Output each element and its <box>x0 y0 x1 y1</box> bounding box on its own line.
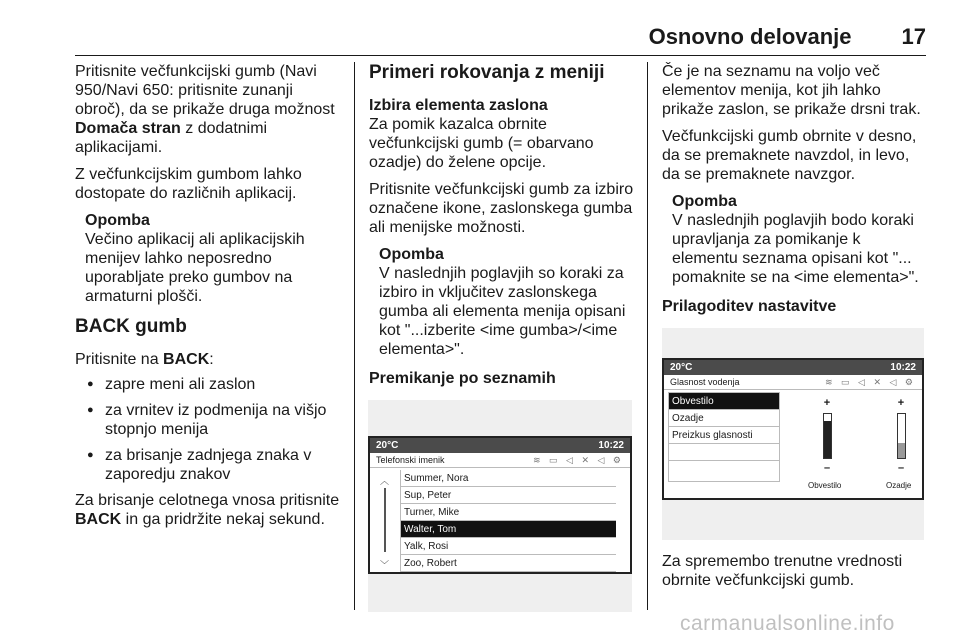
status-icons: ≋ ▭ ◁ ✕ ◁ ⚙ <box>825 376 916 387</box>
page-header <box>649 24 926 50</box>
page-number: 17 <box>901 24 926 49</box>
subheading-lists: Premikanje po seznamih <box>369 370 556 387</box>
note-title: Opomba <box>85 212 150 229</box>
list-item[interactable]: Preizkus glasnosti <box>669 427 779 444</box>
list-item[interactable]: Summer, Nora <box>401 470 616 487</box>
note-title: Opomba <box>379 246 444 263</box>
paragraph-press: Pritisnite večfunkcijski gumb za izbiro označene ikone, zaslonskega gumba ali menijske možnosti. <box>369 181 634 236</box>
column-3 <box>662 62 930 598</box>
paragraph-apps: Z večfunkcijskim gumbom lahko dostopate do različnih aplikacij. <box>75 166 302 202</box>
list-item: ● za vrnitev iz podmenija na višjo stopnjo menija <box>75 401 345 439</box>
back-bullet-list <box>75 375 345 484</box>
slider-label-background: Ozadje <box>886 481 912 490</box>
note-box-2 <box>379 245 637 359</box>
paragraph-back-intro: Pritisnite na BACK: <box>75 351 214 368</box>
display-frame <box>368 436 632 574</box>
clock-readout: 10:22 <box>890 362 916 373</box>
subheading-adjust: Prilagoditev nastavitve <box>662 298 837 315</box>
column-divider-2 <box>647 62 648 610</box>
paragraph-back-hold: Za brisanje celotnega vnosa pritisnite BACK in ga pridržite nekaj sekund. <box>75 492 340 528</box>
display-frame <box>662 358 924 500</box>
watermark-text: carmanualsonline.info <box>680 612 895 635</box>
volume-screenshot <box>662 328 924 540</box>
column-divider-1 <box>354 62 355 610</box>
column-2 <box>369 62 637 612</box>
section-heading-menus: Primeri rokovanja z meniji <box>369 62 605 83</box>
slider-track <box>897 413 906 459</box>
display-title-bar <box>370 453 630 468</box>
slider-background[interactable] <box>886 394 916 474</box>
slider-label-notification: Obvestilo <box>808 481 842 490</box>
list-item <box>669 444 779 461</box>
section-heading-back: BACK gumb <box>75 316 187 337</box>
contact-list <box>400 470 616 572</box>
subheading-select: Izbira elementa zaslona <box>369 97 548 114</box>
page-title: Osnovno delovanje <box>648 24 852 49</box>
display-title: Telefonski imenik <box>376 454 445 465</box>
status-icons: ≋ ▭ ◁ ✕ ◁ ⚙ <box>533 454 624 465</box>
list-item[interactable]: Turner, Mike <box>401 504 616 521</box>
scroll-track <box>384 488 386 552</box>
display-body <box>664 390 922 493</box>
list-item[interactable]: Yalk, Rosi <box>401 538 616 555</box>
paragraph-change-value: Za spremembo trenutne vrednosti obrnite večfunkcijski gumb. <box>662 553 903 589</box>
clock-readout: 10:22 <box>598 440 624 451</box>
slider-fill <box>824 421 831 458</box>
header-rule <box>75 55 926 56</box>
minus-icon: – <box>897 462 905 474</box>
list-item: ● zapre meni ali zaslon <box>75 375 345 394</box>
list-item <box>669 461 779 477</box>
display-body <box>370 468 630 572</box>
list-item[interactable]: Ozadje <box>669 410 779 427</box>
list-item: ● za brisanje zadnjega znaka v zaporedju znakov <box>75 446 345 484</box>
minus-icon: – <box>823 462 831 474</box>
scroll-down-icon: ﹀ <box>380 560 390 570</box>
temperature-readout: 20°C <box>670 362 693 373</box>
note-text: Večino aplikacij ali aplikacijskih menijev lahko neposredno uporabljate preko gumbov na armaturni plošči. <box>85 231 305 305</box>
list-item-selected[interactable]: Obvestilo <box>669 393 779 410</box>
display-title-bar <box>664 375 922 390</box>
note-box-1 <box>85 211 345 306</box>
slider-fill <box>898 443 905 458</box>
temperature-readout: 20°C <box>376 440 399 451</box>
plus-icon: + <box>897 397 905 409</box>
term-home-page: Domača stran <box>75 120 181 137</box>
list-item[interactable]: Sup, Peter <box>401 487 616 504</box>
display-title: Glasnost vodenja <box>670 376 740 387</box>
note-box-3 <box>672 192 930 287</box>
slider-track <box>823 413 832 459</box>
note-text: V naslednjih poglavjih bodo koraki upravljanja za pomikanje k elementu seznama opisani kot "... pomaknite se na <ime elementa>". <box>672 212 919 286</box>
paragraph-rotate: Večfunkcijski gumb obrnite v desno, da se premaknete navzdol, in levo, da se premaknete navzgor. <box>662 128 917 183</box>
note-title: Opomba <box>672 193 737 210</box>
note-text: V naslednjih poglavjih so koraki za izbiro in vključitev zaslonskega gumba ali elementa menija opisani kot "...izberite <ime gumba>/<ime elementa>". <box>379 265 626 358</box>
scrollbar[interactable] <box>370 468 400 572</box>
slider-notification[interactable] <box>812 394 842 474</box>
plus-icon: + <box>823 397 831 409</box>
list-item-selected[interactable]: Walter, Tom <box>401 521 616 538</box>
volume-menu-list <box>668 392 780 482</box>
scroll-up-icon: ︿ <box>380 476 390 486</box>
paragraph-scrollbar: Če je na seznamu na voljo več elementov menija, kot jih lahko prikaže zaslon, se prikaže drsni trak. <box>662 63 921 118</box>
paragraph-home-page: Pritisnite večfunkcijski gumb (Navi 950/Navi 650: pritisnite zunanji obroč), da se prikaže druga možnost Domača stran z dodatnimi aplikacijami. <box>75 63 335 156</box>
column-1 <box>75 62 345 537</box>
list-item[interactable]: Zoo, Robert <box>401 555 616 572</box>
paragraph-cursor: Za pomik kazalca obrnite večfunkcijski gumb (= obarvano ozadje) do želene opcije. <box>369 116 594 171</box>
phonebook-screenshot <box>368 400 632 612</box>
